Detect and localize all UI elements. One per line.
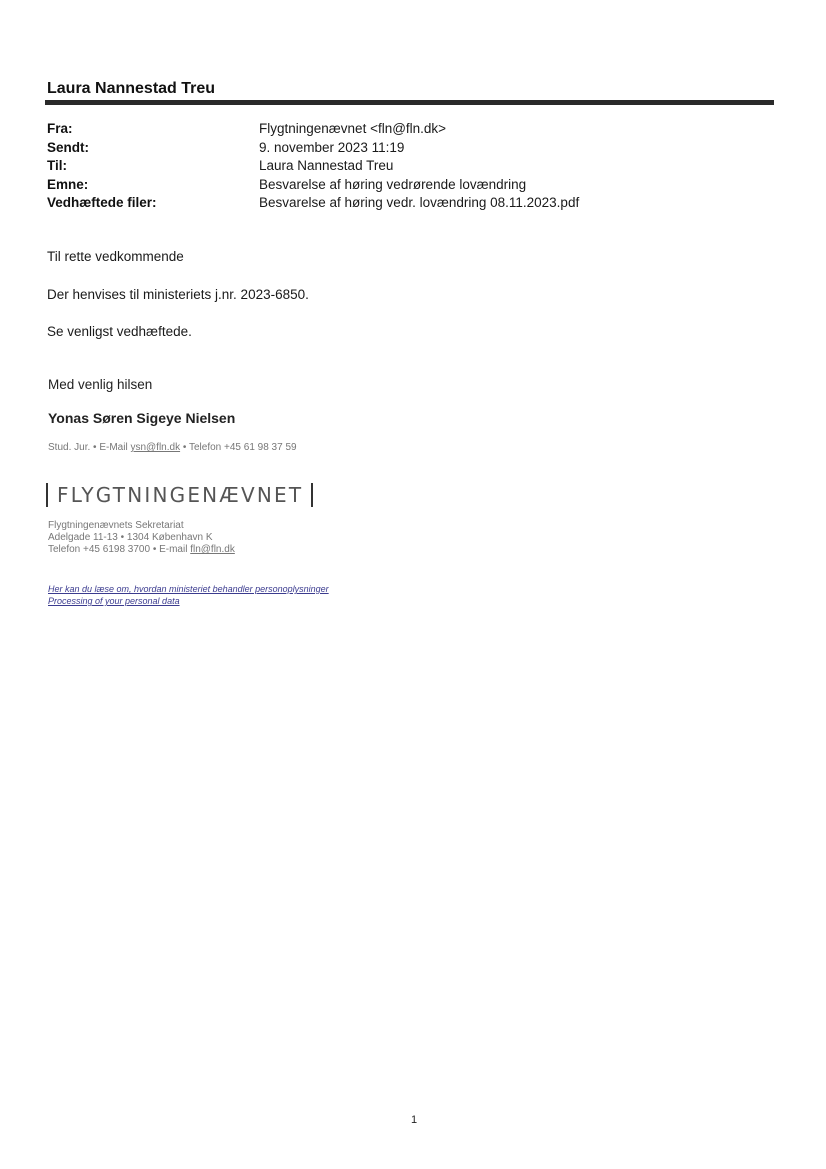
organization-details [48, 520, 235, 556]
subject-value: Besvarelse af høring vedrørende lovændring [259, 176, 527, 192]
logo-bar-right [311, 483, 313, 507]
header-row-subject [47, 176, 747, 195]
privacy-link-en[interactable]: Processing of your personal data [48, 596, 180, 606]
header-row-from [47, 120, 747, 139]
from-value: Flygtningenævnet <fln@fln.dk> [259, 121, 447, 136]
privacy-link-da[interactable]: Her kan du læse om, hvordan ministeriet behandler personoplysninger [48, 584, 329, 594]
header-row-attachments [47, 194, 747, 213]
organization-email-link[interactable]: fln@fln.dk [190, 544, 235, 555]
organization-phone: Telefon +45 6198 3700 • E-mail [48, 544, 188, 555]
header-row-to [47, 157, 747, 176]
header-row-sent [47, 139, 747, 158]
header-label: Fra: [47, 121, 73, 136]
phone-prefix: Telefon [188, 442, 222, 453]
email-headers [47, 120, 747, 213]
header-label: Sendt: [47, 139, 89, 155]
bullet-separator: • [93, 442, 97, 453]
signature-phone: +45 61 98 37 59 [224, 442, 297, 453]
header-label: Emne: [47, 176, 89, 192]
organization-logo [46, 482, 313, 508]
sent-value: 9. november 2023 11:19 [259, 139, 405, 155]
header-label: Til: [47, 158, 67, 173]
signature-name: Yonas Søren Sigeye Nielsen [48, 410, 236, 426]
body-salutation: Til rette vedkommende [47, 249, 184, 264]
logo-text: FLYGTNINGENÆVNET [57, 483, 304, 507]
organization-address: Adelgade 11-13 • 1304 København K [48, 532, 213, 543]
header-divider [45, 100, 774, 105]
organization-name: Flygtningenævnets Sekretariat [48, 520, 184, 531]
bullet-separator: • [182, 442, 187, 453]
logo-bar-left [46, 483, 48, 507]
header-label: Vedhæftede filer: [47, 195, 157, 210]
privacy-links [48, 583, 329, 607]
signature-contact [48, 442, 297, 453]
organization-contact [48, 544, 235, 556]
signature-email-link[interactable]: ysn@fln.dk [130, 442, 181, 453]
page-number: 1 [411, 1114, 418, 1126]
signature-title: Stud. Jur. [48, 442, 91, 453]
attachment-value[interactable]: Besvarelse af høring vedr. lovændring 08.11.2023.pdf [259, 195, 580, 210]
sender-name: Laura Nannestad Treu [47, 80, 216, 97]
body-reference: Der henvises til ministeriets j.nr. 2023-6850. [47, 287, 309, 302]
to-value: Laura Nannestad Treu [259, 158, 394, 173]
signature-greeting: Med venlig hilsen [48, 377, 153, 392]
email-prefix: E-Mail [99, 442, 128, 453]
body-request: Se venligst vedhæftede. [47, 324, 192, 339]
